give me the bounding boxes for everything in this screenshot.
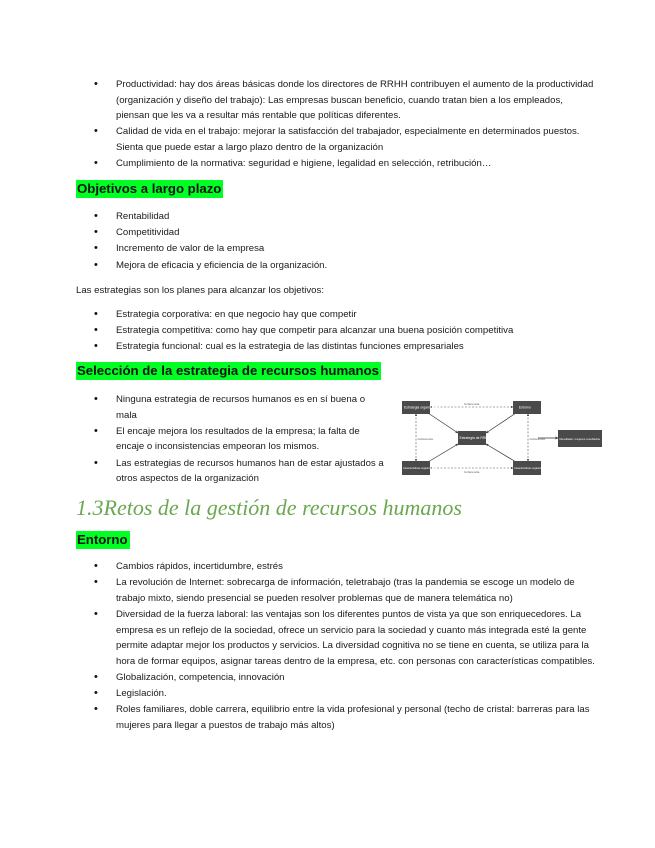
list-item: • Diversidad de la fuerza laboral: las ventajas son los diferentes puntos de vista ya que son enriquecedores. La empresa es un reflejo de la sociedad, ofrece un servicio para la sociedad y cuanto más integrada esté la gente permite adaptar mejor los productos y servicios. La diversidad cognitiva no se tiene en cuenta, se utiliza para la hora de formar equipos, asignar tareas dentro de la empresa, etc. con personas con características compatibles. xyxy=(0,607,655,669)
section-heading-seleccion: Selección de la estrategia de recursos humanos xyxy=(77,363,379,378)
list-item: • Globalización, competencia, innovación xyxy=(0,670,655,686)
list-item: • Roles familiares, doble carrera, equilibrio entre la vida profesional y personal (techo de cristal: barreras para las mujeres para llegar a puestos de trabajo más altos) xyxy=(0,702,655,733)
diagram-box-top-right-text: Entorno xyxy=(519,405,531,410)
connector-diag-2 xyxy=(486,413,516,433)
diagram-box-top-left-text: Estrategia organizativa xyxy=(404,405,439,410)
diagram-label-left: Coherencia xyxy=(417,437,433,441)
connector-diag-3 xyxy=(428,444,458,462)
list-item: • Mejora de eficacia y eficiencia de la organización. xyxy=(0,258,387,274)
diagram-label-right: Coherencia xyxy=(529,437,545,441)
connector-diag-4 xyxy=(486,444,516,462)
top-bullet-list xyxy=(0,77,655,172)
diagram-box-result-text: Resultado: mejores resultados xyxy=(559,437,601,441)
list-item: • Rentabilidad xyxy=(0,209,387,225)
list-item: • Las estrategias de recursos humanos han de estar ajustados a otros aspectos de la organización xyxy=(0,456,394,487)
estrategias-bullet-list xyxy=(0,307,573,356)
diagram-label-bottom: Coherencia xyxy=(464,470,480,474)
objetivos-bullet-list xyxy=(0,209,387,274)
list-item: • Estrategia funcional: cual es la estrategia de las distintas funciones empresariales xyxy=(0,339,573,355)
list-item: • Productividad: hay dos áreas básicas donde los directores de RRHH contribuyen el aumento de la productividad (organización y diseño del trabajo): Las empresas buscan beneficio, cuando tratan bien a los empleados, piensan que les va a resultar más rentable que políticas diferentes. xyxy=(0,77,655,124)
list-item: • Calidad de vida en el trabajo: mejorar la satisfacción del trabajador, especialmente en determinados puestos. Sienta que puede estar a largo plazo dentro de la organización xyxy=(0,124,655,155)
list-item: • El encaje mejora los resultados de la empresa; la falta de encaje o inconsistencias empeoran los mismos. xyxy=(0,424,394,455)
diagram-label-top: Coherencia xyxy=(464,402,480,406)
diagram-box-bottom-right-text: Características organizativas xyxy=(514,467,548,470)
hr-strategy-diagram xyxy=(398,398,606,478)
section-heading-entorno: Entorno xyxy=(77,532,128,547)
section-heading-objetivos: Objetivos a largo plazo xyxy=(77,181,222,196)
entorno-bullet-list xyxy=(0,559,655,734)
diagram-box-bottom-left-text: Características organizativas xyxy=(403,467,437,470)
list-item: • Estrategia competitiva: como hay que competir para alcanzar una buena posición competitiva xyxy=(0,323,573,339)
connector-diag-1 xyxy=(428,413,458,433)
list-item: • Cumplimiento de la normativa: seguridad e higiene, legalidad en selección, retribución… xyxy=(0,156,655,172)
list-item: • La revolución de Internet: sobrecarga de información, teletrabajo (tras la pandemia se escoge un modelo de trabajo mixto, siendo presencial se pueden resolver problemas que de manera telemática no) xyxy=(0,575,655,606)
list-item: • Incremento de valor de la empresa xyxy=(0,241,387,257)
list-item: • Competitividad xyxy=(0,225,387,241)
list-item: • Legislación. xyxy=(0,686,655,702)
diagram-box-center-text: Estrategia de RRHH xyxy=(459,436,491,440)
list-item: • Cambios rápidos, incertidumbre, estrés xyxy=(0,559,655,575)
seleccion-bullet-list xyxy=(0,392,394,487)
chapter-heading-retos: 1.3Retos de la gestión de recursos humanos xyxy=(76,495,462,520)
list-item: • Ninguna estrategia de recursos humanos es en sí buena o mala xyxy=(0,392,394,423)
list-item: • Estrategia corporativa: en que negocio hay que competir xyxy=(0,307,573,323)
estrategias-intro: Las estrategias son los planes para alcanzar los objetivos: xyxy=(76,285,324,296)
